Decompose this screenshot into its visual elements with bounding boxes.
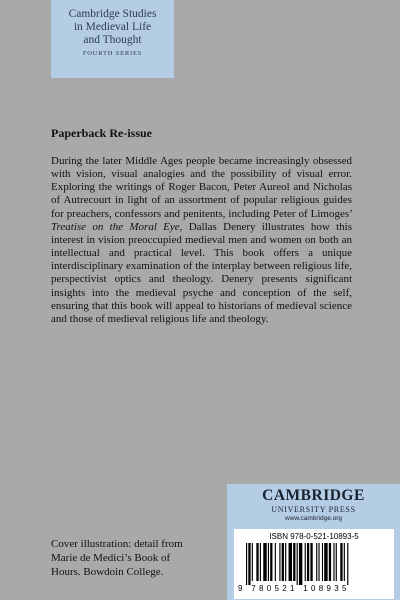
cover-note-line-2: Marie de Medici’s Book of bbox=[51, 552, 171, 564]
reissue-label: Paperback Re-issue bbox=[51, 126, 152, 140]
cover-illustration-credit bbox=[51, 537, 231, 579]
description-blurb bbox=[51, 155, 352, 326]
series-title-line-2: in Medieval Life bbox=[73, 21, 152, 33]
isbn-label: ISBN 978-0-521-10893-5 bbox=[269, 532, 359, 541]
series-title-line-3: and Thought bbox=[83, 34, 142, 46]
publisher-logo-name: CAMBRIDGE bbox=[262, 487, 365, 504]
publisher-press: UNIVERSITY PRESS bbox=[271, 505, 356, 514]
publisher-url: www.cambridge.org bbox=[284, 515, 343, 522]
series-title-line-1: Cambridge Studies bbox=[68, 8, 157, 20]
blurb-text-part-2: , Dallas Denery illustrates how this interest in vision preoccupied medieval men and women on both an intellectual and practical level. This book offers a unique interdisciplinary examination of the interplay between religious life, perspectivist optics and theology. Denery presents significant insights into the medieval psyche and conception of the self, ensuring that this book will appeal to historians of medieval science and those of medieval religious life and theology. bbox=[51, 220, 352, 325]
isbn-panel bbox=[234, 529, 394, 599]
blurb-book-title: Treatise on the Moral Eye bbox=[51, 220, 180, 233]
cover-note-line-1: Cover illustration: detail from bbox=[51, 538, 183, 550]
blurb-text-part-1: During the later Middle Ages people became increasingly obsessed with vision, visual analogies and the possibility of visual error. Exploring the writings of Roger Bacon, Peter Aureol and Nicholas of Autrecourt in light of an assortment of popular religious guides for preachers, confessors and penitents, including Peter of Limoges’ bbox=[51, 155, 352, 220]
series-panel bbox=[51, 0, 174, 78]
publisher-panel bbox=[227, 484, 400, 600]
cover-note-line-3: Hours. Bowdoin College. bbox=[51, 566, 164, 578]
barcode-digits: 9 780521 108935 bbox=[238, 584, 350, 593]
series-subtitle: FOURTH SERIES bbox=[82, 50, 143, 57]
barcode-graphic bbox=[246, 543, 386, 585]
